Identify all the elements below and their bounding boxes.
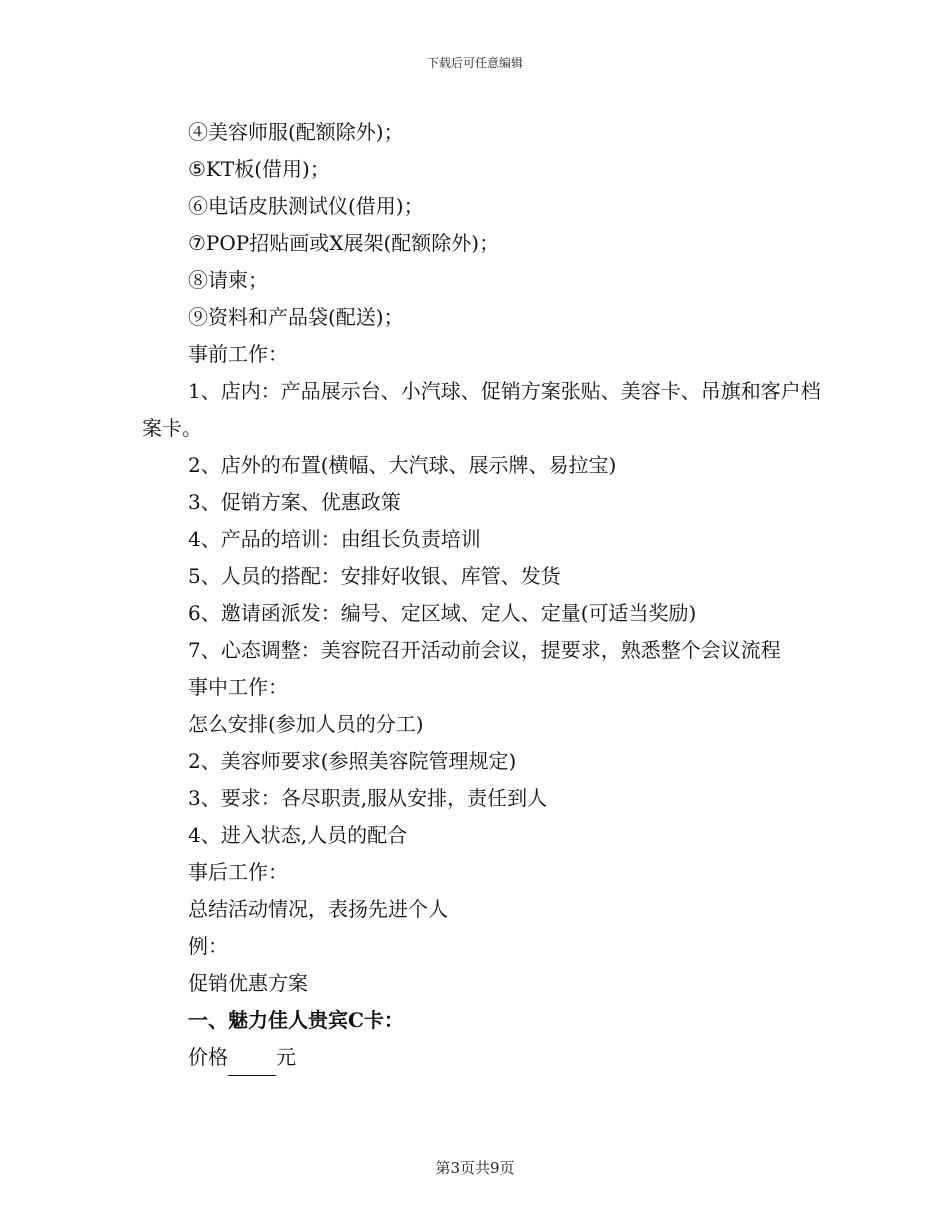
paragraph: 促销优惠方案 [188,971,308,995]
section-heading: 事中工作： [188,675,288,699]
paragraph: 例： [188,934,228,958]
paragraph: 3、促销方案、优惠政策 [188,490,401,514]
paragraph: 2、美容师要求(参照美容院管理规定) [188,749,517,773]
paragraph: 7、心态调整：美容院召开活动前会议，提要求，熟悉整个会议流程 [188,638,781,662]
section-heading: 事前工作： [188,342,288,366]
section-heading: 事后工作： [188,860,288,884]
price-blank [228,1055,276,1076]
price-label: 价格 [188,1045,228,1069]
price-unit: 元 [276,1045,296,1069]
paragraph: 5、人员的搭配：安排好收银、库管、发货 [188,564,561,588]
paragraph: 6、邀请函派发：编号、定区域、定人、定量(可适当奖励) [188,601,697,625]
document-body [142,114,822,1076]
paragraph: ⑨资料和产品袋(配送)； [188,305,404,329]
paragraph: 总结活动情况，表扬先进个人 [188,897,448,921]
paragraph: 1、店内：产品展示台、小汽球、促销方案张贴、美容卡、吊旗和客户档案卡。 [142,379,821,440]
page-header: 下载后可任意编辑 [426,56,523,70]
paragraph: ⑧请柬； [188,268,268,292]
page-footer: 第3页共9页 [435,1159,515,1177]
paragraph: ⑤KT板(借用)； [188,157,330,181]
paragraph: ⑦POP招贴画或X展架(配额除外)； [188,231,500,255]
paragraph: 3、要求：各尽职责,服从安排，责任到人 [188,786,548,810]
paragraph: 4、产品的培训：由组长负责培训 [188,527,481,551]
paragraph: ④美容师服(配额除外)； [188,120,404,144]
paragraph: 2、店外的布置(横幅、大汽球、展示牌、易拉宝) [188,453,617,477]
card-heading: 一、魅力佳人贵宾C卡： [188,1008,404,1032]
paragraph: ⑥电话皮肤测试仪(借用)； [188,194,424,218]
price-line [142,1039,822,1076]
paragraph: 4、进入状态,人员的配合 [188,823,408,847]
paragraph: 怎么安排(参加人员的分工) [188,712,424,736]
